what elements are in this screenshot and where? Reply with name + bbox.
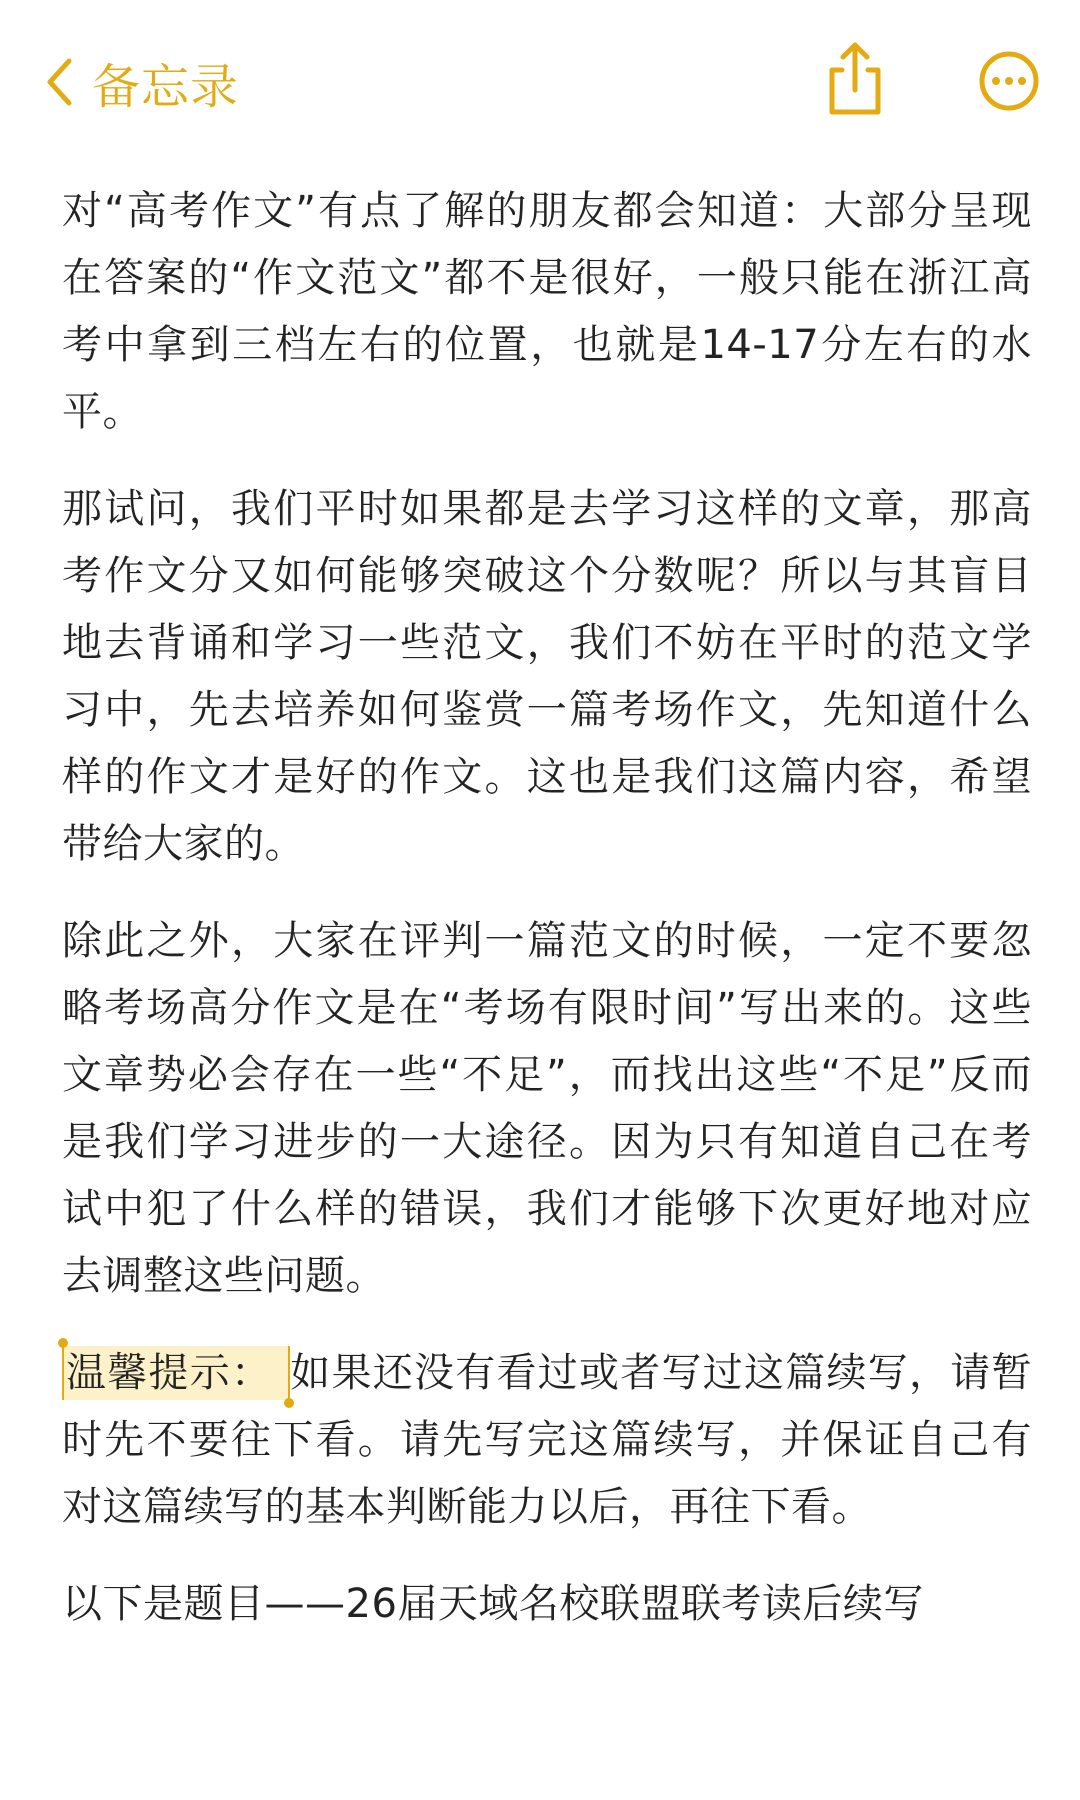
chevron-left-icon	[44, 56, 74, 108]
navigation-bar	[0, 0, 1080, 170]
selection-end-handle[interactable]	[284, 1398, 294, 1408]
share-icon	[820, 105, 890, 124]
more-options-button[interactable]	[978, 50, 1040, 112]
back-button[interactable]	[44, 46, 239, 118]
note-last-line: 以下是题目——26届天域名校联盟联考读后续写	[62, 1581, 924, 1627]
selected-text-highlight[interactable]	[62, 1346, 290, 1400]
note-paragraph: 对“高考作文”有点了解的朋友都会知道：大部分呈现在答案的“作文范文”都不是很好，一般只能在浙江高考中拿到三档左右的位置，也就是14-17分左右的水平。	[62, 188, 1032, 435]
selection-start-handle[interactable]	[58, 1338, 68, 1348]
more-icon	[978, 97, 1040, 116]
tip-label: 温馨提示：	[66, 1350, 273, 1396]
back-label: 备忘录	[92, 58, 240, 115]
note-paragraph: 那试问，我们平时如果都是去学习这样的文章，那高考作文分又如何能够突破这个分数呢？所以与其盲目地去背诵和学习一些范文，我们不妨在平时的范文学习中，先去培养如何鉴赏一篇考场作文，先知道什么样的作文才是好的作文。这也是我们这篇内容，希望带给大家的。	[62, 486, 1032, 867]
tip-text: 如果还没有看过或者写过这篇续写，请暂时先不要往下看。请先写完这篇续写，并保证自己有对这篇续写的基本判断能力以后，再往下看。	[62, 1350, 1033, 1530]
share-button[interactable]	[820, 40, 890, 120]
tip-paragraph	[62, 1340, 1032, 1541]
note-body[interactable]	[62, 178, 1032, 1668]
note-paragraph: 除此之外，大家在评判一篇范文的时候，一定不要忽略考场高分作文是在“考场有限时间”写出来的。这些文章势必会存在一些“不足”，而找出这些“不足”反而是我们学习进步的一大途径。因为只有知道自己在考试中犯了什么样的错误，我们才能够下次更好地对应去调整这些问题。	[62, 918, 1032, 1299]
